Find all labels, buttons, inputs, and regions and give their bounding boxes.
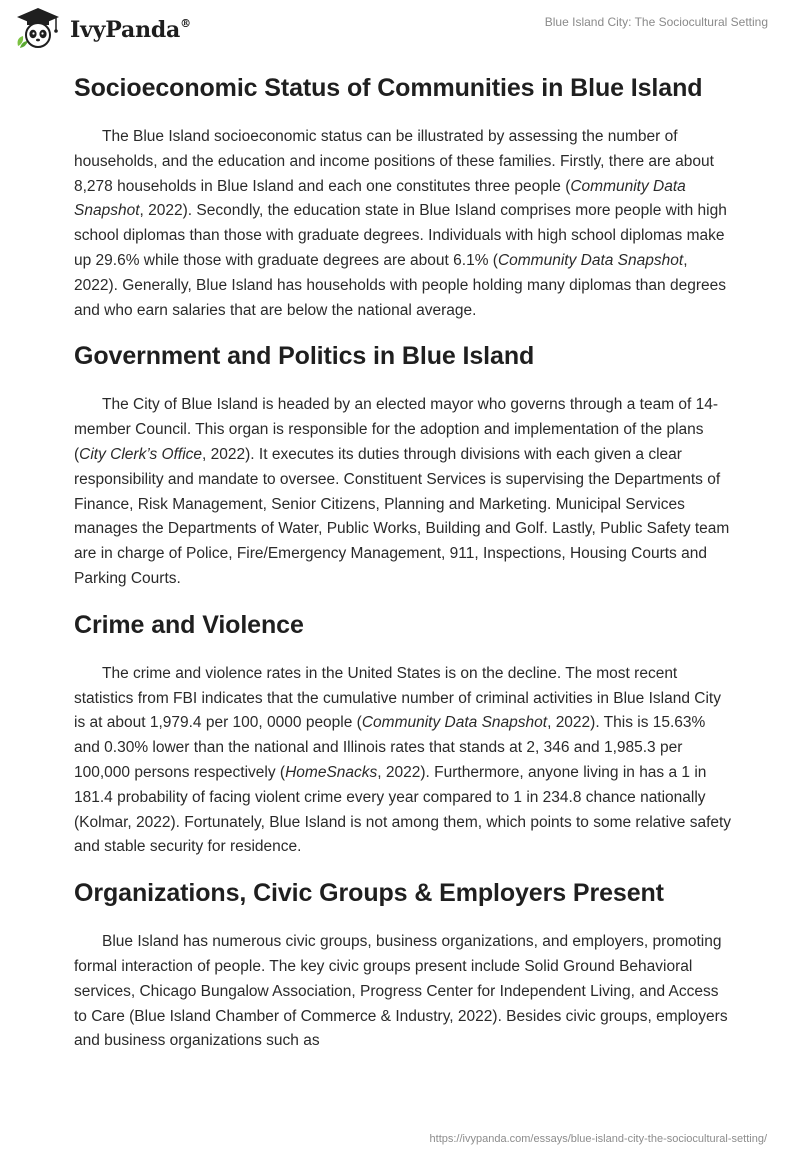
- page-header: [0, 0, 800, 56]
- panda-logo-icon: [14, 6, 62, 50]
- section-heading: Organizations, Civic Groups & Employers Present: [74, 879, 664, 908]
- body-paragraph: [74, 930, 734, 1054]
- text-run: , 2022). Furthermore, anyone living in has a 1 in 181.4 probability of facing violent crime every year compared to 1 in 234.8 chance nationally (Kolmar, 2022). Fortunately, Blue Island is not among them, which points to some relative safety and stable security for residence.: [74, 763, 732, 856]
- source-url[interactable]: https://ivypanda.com/essays/blue-island-city-the-sociocultural-setting/: [429, 1133, 767, 1145]
- body-paragraph: [74, 125, 734, 323]
- text-run: Blue Island has numerous civic groups, business organizations, and employers, promoting formal interaction of people. The key civic groups present include Solid Ground Behavioral services, Chicago Bungalow Association, Progress Center for Independent Living, and Access to Care (Blue Island Chamber of Commerce & Industry, 2022). Besides civic groups, employers and business organizations such as: [74, 933, 728, 1050]
- citation-source: Community Data Snapshot: [74, 177, 686, 220]
- section-heading: Crime and Violence: [74, 610, 304, 639]
- brand-name: IvyPanda®: [70, 16, 191, 43]
- citation-source: City Clerk’s Office: [79, 445, 203, 463]
- body-paragraph: [74, 662, 734, 860]
- text-run: The crime and violence rates in the United States is on the decline. The most recent statistics from FBI indicates that the cumulative number of criminal activities in Blue Island City is at about 1,979.4 per 100, 0000 people (: [74, 664, 721, 732]
- essay-content: [74, 66, 734, 1065]
- text-run: , 2022). It executes its duties through divisions with each given a clear responsibility and mandate to oversee. Constituent Services is supervising the Departments of Finance, Risk Management, Senior Citizens, Planning and Marketing. Municipal Services manages the Departments of Water, Public Works, Building and Golf. Lastly, Public Safety team are in charge of Police, Fire/Emergency Management, 911, Inspections, Housing Courts and Parking Courts.: [74, 445, 730, 587]
- citation-source: Community Data Snapshot: [361, 714, 548, 732]
- ivypanda-logo[interactable]: [14, 6, 191, 50]
- section-heading: Government and Politics in Blue Island: [74, 342, 535, 371]
- text-run: The City of Blue Island is headed by an elected mayor who governs through a team of 14-member Council. This organ is responsible for the adoption and implementation of the plans (: [74, 396, 719, 463]
- text-run: , 2022). This is 15.63% and 0.30% lower than the national and Illinois rates that stands at 2, 346 and 1,985.3 per 100,000 persons respectively (: [74, 714, 706, 781]
- text-run: , 2022). Generally, Blue Island has households with people holding many diplomas than degrees and who earn salaries that are below the national average.: [74, 251, 726, 319]
- document-title: Blue Island City: The Sociocultural Setting: [544, 15, 768, 29]
- text-run: , 2022). Secondly, the education state in Blue Island comprises more people with high school diplomas than those with graduate degrees. Individuals with high school diplomas make up 29.6% while those with graduate degrees are about 6.1% (: [74, 202, 727, 269]
- body-paragraph: [74, 393, 734, 591]
- section-heading: Socioeconomic Status of Communities in Blue Island: [74, 74, 703, 102]
- citation-source: Community Data Snapshot: [497, 251, 684, 269]
- citation-source: HomeSnacks: [285, 763, 378, 781]
- text-run: The Blue Island socioeconomic status can be illustrated by assessing the number of households, and the education and income positions of these families. Firstly, there are about 8,278 households in Blue Island and each one constitutes three people (: [74, 128, 714, 195]
